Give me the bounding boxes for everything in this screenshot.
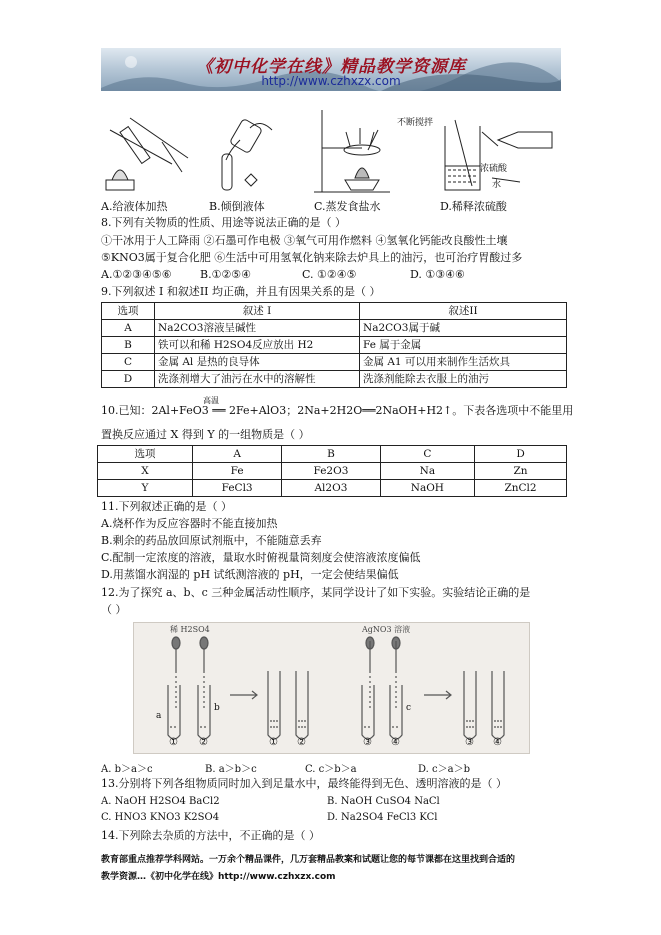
water-label: 水 [492,180,502,190]
table-cell: A [102,320,155,337]
q13-option-a: A. NaOH H2SO4 BaCl2 [101,796,220,807]
q8-option-a: A.①②③④⑤⑥ [101,268,172,281]
q12-option-a: A. b＞a＞c [101,764,153,775]
table-row [102,371,567,388]
pouring-liquid-icon [222,118,272,190]
q11-option-b: B.剩余的药品放回原试剂瓶中，不能随意丢弃 [101,534,322,547]
evaporating-icon [314,110,390,192]
q8-statements-2: ⑤KNO3属于复合化肥 ⑥生活中可用氢氧化钠来除去炉具上的油污，也可治疗胃酸过多 [101,251,523,264]
table-cell: 洗涤剂增大了油污在水中的溶解性 [155,371,360,388]
table-cell: 铁可以和稀 H2SO4反应放出 H2 [155,337,360,354]
table-cell: Y [98,480,193,497]
table-header-cell: 叙述II [360,303,567,320]
q14-stem: 14.下列除去杂质的方法中，不正确的是（ ） [101,829,320,842]
table-cell: 金属 A1 可以用来制作生活炊具 [360,354,567,371]
table-header-row [98,446,567,463]
table-header-cell: 选项 [98,446,193,463]
tube-label: ① [169,737,178,748]
table-row [102,337,567,354]
table-header-cell: A [193,446,282,463]
table-cell: FeCl3 [193,480,282,497]
table-cell: Zn [475,463,567,480]
q12-option-d: D. c＞a＞b [418,764,470,775]
table-cell: Fe 属于金属 [360,337,567,354]
footer-line-2[interactable]: 教学资源…《初中化学在线》http://www.czhxzx.com [101,872,336,882]
reagent-1-label: 稀 H2SO4 [170,625,210,634]
q13-option-b: B. NaOH CuSO4 NaCl [327,796,440,807]
q11-option-a: A.烧杯作为反应容器时不能直接加热 [101,517,278,530]
q12-option-b: B. a＞b＞c [205,764,257,775]
table-header-cell: B [282,446,380,463]
reagent-2-label: AgNO3 溶液 [362,625,411,634]
tube-label: ② [297,737,306,748]
q10-condition: 高温 [203,396,219,405]
table-row [102,320,567,337]
metal-b-label: b [214,703,220,713]
tube-label: ① [269,737,278,748]
q8-option-d: D. ①③④⑥ [410,268,465,281]
table-cell: Na [380,463,474,480]
q13-option-c: C. HNO3 KNO3 K2SO4 [101,812,220,823]
caption-b: B.倾倒液体 [209,200,265,213]
q11-option-d: D.用蒸馏水润湿的 pH 试纸测溶液的 pH，一定会使结果偏低 [101,568,399,581]
q8-statements-1: ①干冰用于人工降雨 ②石墨可作电极 ③氧气可用作燃料 ④氢氧化钙能改良酸性土壤 [101,234,508,247]
metal-c-label: c [406,703,412,713]
q11-stem: 11.下列叙述正确的是（ ） [101,500,232,513]
table-cell: Fe [193,463,282,480]
table-header-cell: D [475,446,567,463]
caption-d: D.稀释浓硫酸 [440,200,507,213]
table-header-cell: C [380,446,474,463]
table-cell: B [102,337,155,354]
table-cell: Na2CO3溶液呈碱性 [155,320,360,337]
tube-label: ② [199,737,208,748]
q12-option-c: C. c＞b＞a [305,764,357,775]
table-cell: D [102,371,155,388]
q13-stem: 13.分别将下列各组物质同时加入到足量水中，最终能得到无色、透明溶液的是（ ） [101,777,507,790]
test-tubes-diagram [134,623,529,753]
tube-label: ④ [391,737,400,748]
table-cell: Fe2O3 [282,463,380,480]
q8-option-b: B.①②⑤④ [200,268,252,281]
q10-line-1: 10.已知：2Al+FeO3 ══ 2Fe+AlO3；2Na+2H2O══2NaOH+H2↑。下表各选项中不能里用 [101,404,574,417]
q10-line-2: 置换反应通过 X 得到 Y 的一组物质是（ ） [101,428,310,441]
table-cell: X [98,463,193,480]
q12-experiment-figure [133,622,530,754]
table-header-cell: 叙述 I [155,303,360,320]
table-cell: Na2CO3属于碱 [360,320,567,337]
tube-label: ④ [493,737,502,748]
table-cell: C [102,354,155,371]
metal-a-label: a [156,711,162,721]
acid-label: 浓硫酸 [480,164,508,174]
table-cell: 金属 Al 是热的良导体 [155,354,360,371]
table-header-cell: 选项 [102,303,155,320]
banner-title: 《初中化学在线》精品教学资源库 [196,57,466,77]
table-header-row [102,303,567,320]
table-cell: NaOH [380,480,474,497]
tube-label: ③ [363,737,372,748]
q8-option-c: C. ①②④⑤ [302,268,357,281]
caption-a: A.给液体加热 [101,200,168,213]
caption-c: C.蒸发食盐水 [314,200,381,213]
footer-line-1: 教育部重点推荐学科网站。一万余个精品课件，几万套精品教案和试题让您的每节课都在这里找到合适的 [101,855,516,865]
q10-table [97,445,567,497]
q9-table [101,302,567,388]
stir-label: 不断搅拌 [397,118,434,128]
header-banner [101,48,561,91]
q12-line-2: （ ） [101,603,127,616]
heating-liquid-icon [106,118,188,190]
q11-option-c: C.配制一定浓度的溶液，量取水时俯视量筒刻度会使溶液浓度偏低 [101,551,421,564]
tube-label: ③ [465,737,474,748]
table-cell: Al2O3 [282,480,380,497]
table-row [98,480,567,497]
q12-line-1: 12.为了探究 a、b、c 三种金属活动性顺序，某同学设计了如下实验。实验结论正确的是 [101,586,531,599]
q9-stem: 9.下列叙述 I 和叙述II 均正确，并且有因果关系的是（ ） [101,285,381,298]
q13-option-d: D. Na2SO4 FeCl3 KCl [327,812,438,823]
table-row [98,463,567,480]
q8-stem: 8.下列有关物质的性质、用途等说法正确的是（ ） [101,216,346,229]
table-cell: ZnCl2 [475,480,567,497]
table-row [102,354,567,371]
table-cell: 洗涤剂能除去衣服上的油污 [360,371,567,388]
banner-url[interactable]: http://www.czhxzx.com [261,74,401,88]
